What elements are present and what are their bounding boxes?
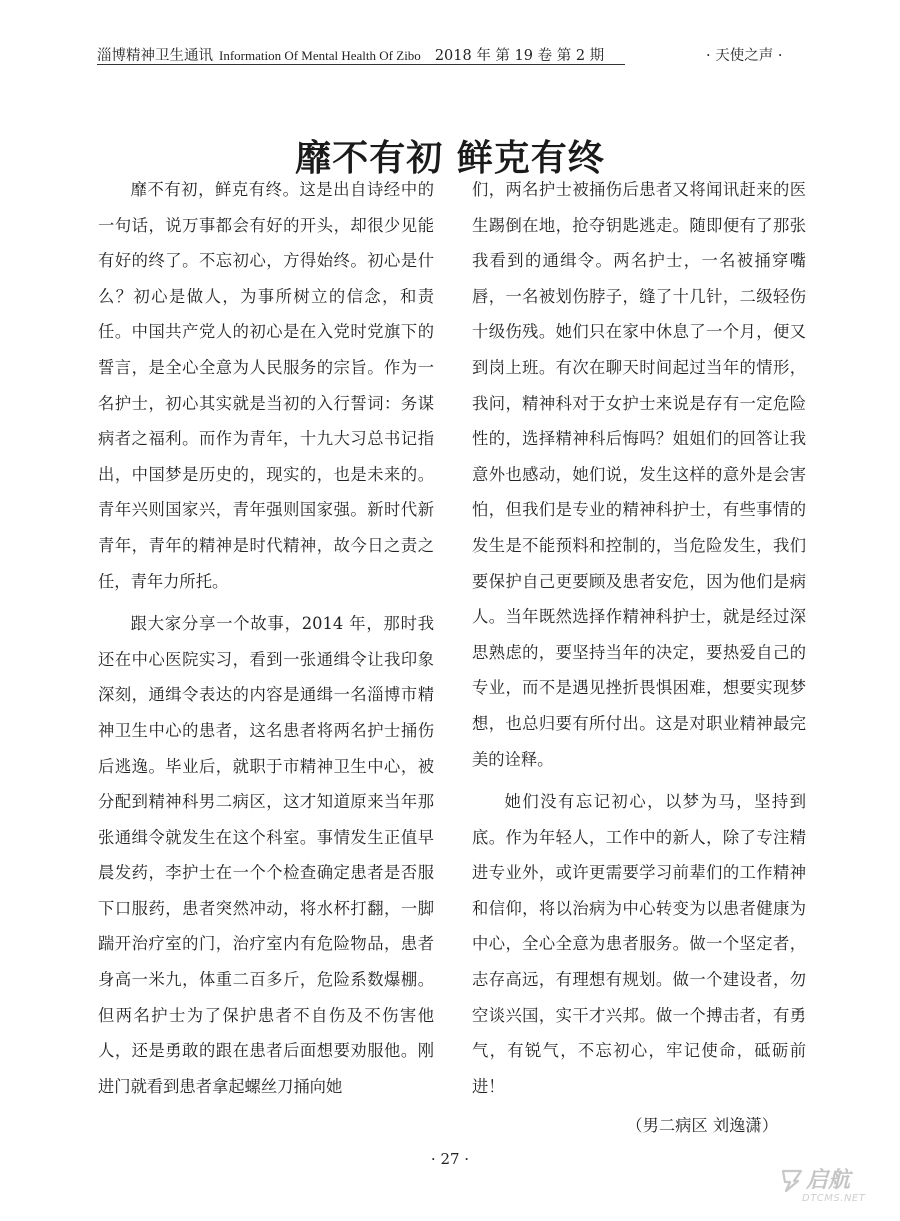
header-rule <box>97 64 625 65</box>
journal-chinese-name: 淄博精神卫生通讯 <box>97 48 213 64</box>
page-header <box>97 44 812 66</box>
paragraph: 她们没有忘记初心，以梦为马，坚持到底。作为年轻人，工作中的新人，除了专注精进专业外，或许更需要学习前辈们的工作精神和信仰，将以治病为中心转变为以患者健康为中心，全心全意为患者服务。做一个坚定者，志存高远，有理想有规划。做一个建设者，勿空谈兴国，实干才兴邦。做一个搏击者，有勇气，有锐气，不忘初心，牢记使命，砥砺前进！ <box>472 792 806 1096</box>
watermark <box>780 1161 890 1213</box>
issue-info: 2018 年 第 19 卷 第 2 期 <box>434 48 605 64</box>
journal-english-name: Information Of Mental Health Of Zibo <box>219 48 421 63</box>
article-title: 靡不有初 鲜克有终 <box>295 137 605 180</box>
header-journal-info <box>97 44 604 65</box>
author-signature: （男二病区 刘逸潇） <box>626 1116 778 1136</box>
paragraph-continuation: 们，两名护士被捅伤后患者又将闻讯赶来的医生踢倒在地，抢夺钥匙逃走。随即便有了那张我看到的通缉令。两名护士，一名被捅穿嘴唇，一名被划伤脖子，缝了十几针，二级轻伤十级伤残。她们只在家中休息了一个月，便又到岗上班。有次在聊天时间起过当年的情形，我问，精神科对于女护士来说是存有一定危险性的，选择精神科后悔吗？姐姐们的回答让我意外也感动，她们说，发生这样的意外是会害怕，但我们是专业的精神科护士，有些事情的发生是不能预料和控制的，当危险发生，我们要保护自己更要顾及患者安危，因为他们是病人。当年既然选择作精神科护士，就是经过深思熟虑的，要坚持当年的决定，要热爱自己的专业，而不是遇见挫折畏惧困难，想要实现梦想，也总归要有所付出。这是对职业精神最完美的诠释。 <box>472 180 806 769</box>
watermark-text: 启航 <box>806 1168 851 1193</box>
paragraph: 跟大家分享一个故事，2014 年，那时我还在中心医院实习，看到一张通缉令让我印象深刻，通缉令表达的内容是通缉一名淄博市精神卫生中心的患者，这名患者将两名护士捅伤后逃逸。毕业后，就职于市精神卫生中心，被分配到精神科男二病区，这才知道原来当年那张通缉令就发生在这个科室。事情发生正值早晨发药，李护士在一个个检查确定患者是否服下口服药，患者突然冲动，将水杯打翻，一脚踹开治疗室的门，治疗室内有危险物品，患者身高一米九，体重二百多斤，危险系数爆棚。但两名护士为了保护患者不自伤及不伤害他人，还是勇敢的跟在患者后面想要劝服他。刚进门就看到患者拿起螺丝刀捅向她 <box>98 614 434 1096</box>
page-number: · 27 · <box>430 1150 470 1168</box>
right-column <box>472 172 806 1144</box>
watermark-subtext: DTCMS.NET <box>802 1193 866 1204</box>
paragraph: 靡不有初，鲜克有终。这是出自诗经中的一句话，说万事都会有好的开头，却很少见能有好的终了。不忘初心，方得始终。初心是什么？初心是做人，为事所树立的信念，和责任。中国共产党人的初心是在入党时党旗下的誓言，是全心全意为人民服务的宗旨。作为一名护士，初心其实就是当初的入行誓词：务谋病者之福利。而作为青年，十九大习总书记指出，中国梦是历史的，现实的，也是未来的。青年兴则国家兴，青年强则国家强。新时代新青年，青年的精神是时代精神，故今日之责之任，青年力所托。 <box>98 180 434 591</box>
watermark-logo-icon <box>780 1167 804 1193</box>
section-name: · 天使之声 · <box>706 48 783 64</box>
left-column <box>98 172 434 1104</box>
